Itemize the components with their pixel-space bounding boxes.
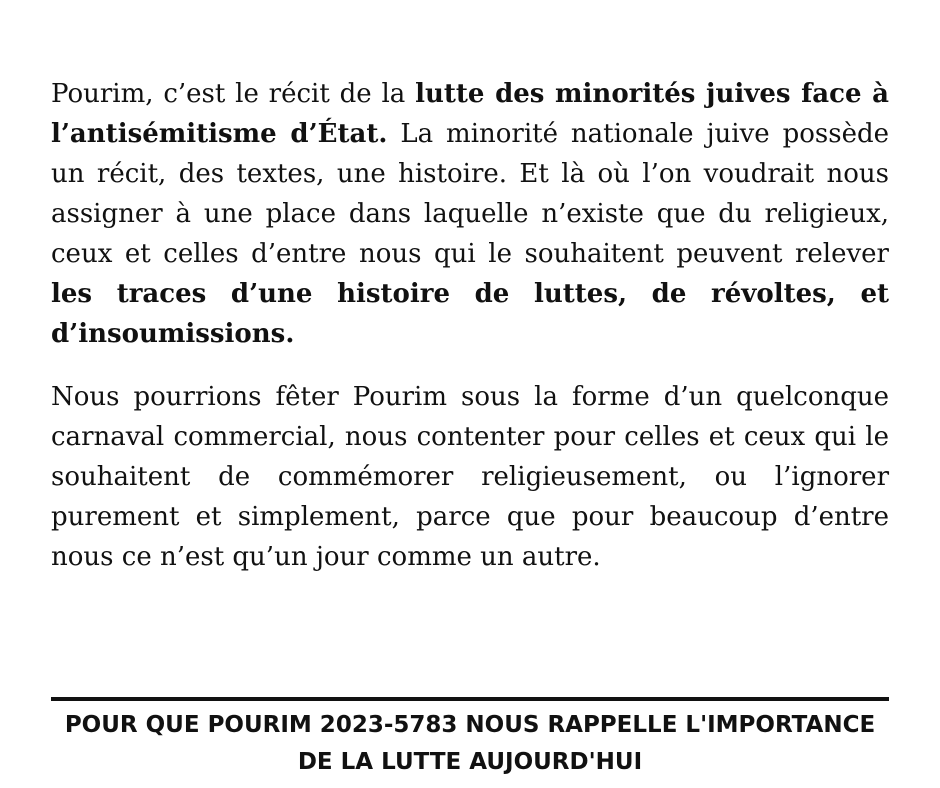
paragraph-2-text: Nous pourrions fêter Pourim sous la forme d’un quelconque carnaval commercial, nous contenter pour celles et ceux qui le souhaitent de commémorer religieusement, ou l’ignorer purement et simplement, parce que pour beaucoup d’entre nous ce n’est qu’un jour comme un autre.	[51, 382, 889, 572]
article-body	[51, 74, 889, 577]
paragraph-1-text-a: Pourim, c’est le récit de la	[51, 79, 416, 109]
paragraph-1-bold-a: lutte des minorités juives face à l’antisémitisme d’État.	[51, 79, 889, 149]
paragraph-1-bold-b: les traces d’une histoire de luttes, de révoltes, et d’insoumissions.	[51, 279, 889, 349]
footer-line-2: DE LA LUTTE AUJOURD'HUI	[297, 749, 643, 775]
divider-rule	[51, 697, 889, 701]
footer-line-1: POUR QUE POURIM 2023-5783 NOUS RAPPELLE L'IMPORTANCE	[64, 712, 876, 738]
paragraph-1-text-b: La minorité nationale juive possède un récit, des textes, une histoire. Et là où l’on voudrait nous assigner à une place dans laquelle n’existe que du religieux, ceux et celles d’entre nous qui le souhaitent peuvent relever	[51, 119, 889, 269]
paragraph-1	[51, 74, 889, 354]
paragraph-2	[51, 377, 889, 577]
footer-slogan	[20, 707, 920, 781]
